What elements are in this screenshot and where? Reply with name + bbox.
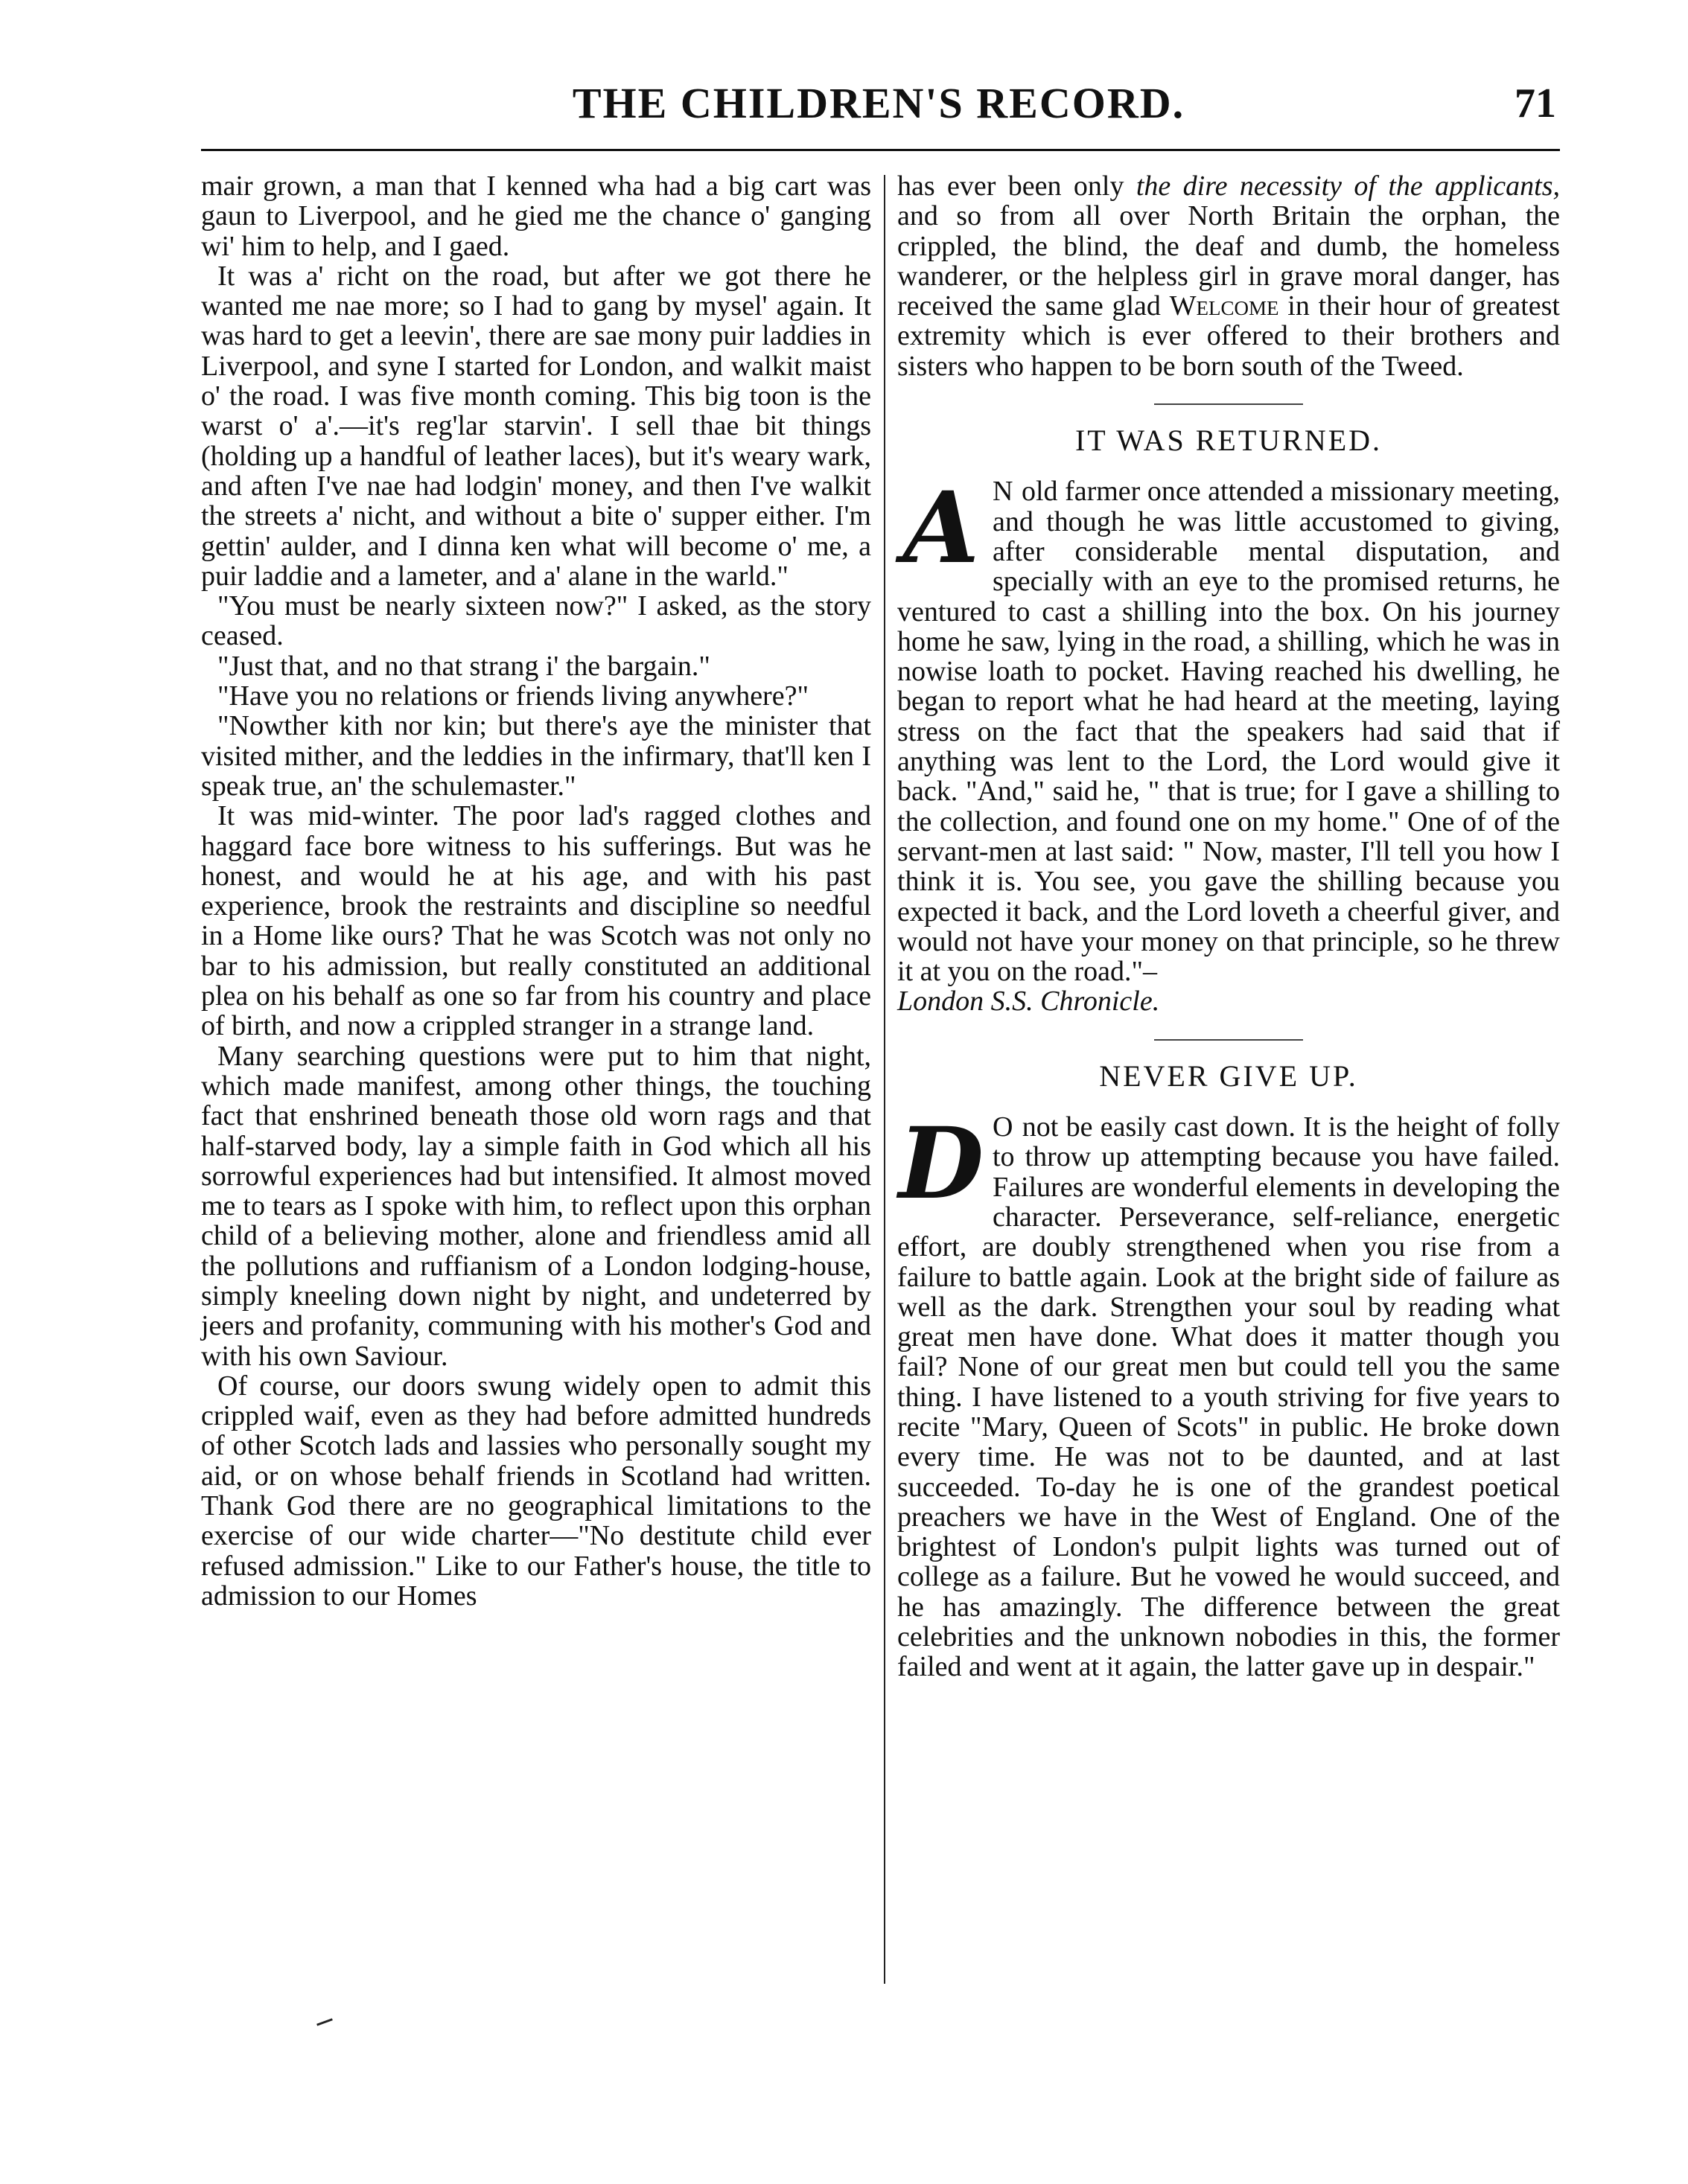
section-separator [897,387,1560,403]
paragraph: Many searching questions were put to him that night, which made manifest, among other things, the touching fact that enshrined beneath those old worn rags and that half-starved body, lay a simple faith in God which all his sorrowful experiences had but intensified. It almost moved me to tears as I spoke with him, to reflect upon this orphan child of a believing mother, alone and friendless amid all the pollutions and ruffianism of a London lodging-house, simply kneeling down night by night, and undeterred by jeers and profanity, communing with his mother's God and with his own Saviour. [201,1040,871,1372]
first-letter: O [993,1111,1015,1143]
text-run: has ever been only [897,170,1136,202]
right-column [897,171,1560,1682]
stray-mark [316,2018,333,2025]
paragraph: "You must be nearly sixteen now?" I asked, as the story ceased. [201,590,871,652]
section-title: IT WAS RETURNED. [1074,424,1383,458]
smallcaps-word: Welcome [1169,290,1279,322]
continued-paragraph [897,171,1560,381]
article-text: not be easily cast down. It is the height of folly to throw up attempting because you have failed. Failures are wonderful elements in developing the character. Perseverance, self-reliance, energetic effort, are doubly strengthened when you rise from a failure to battle again. Look at the bright side of failure as well as the dark. Strengthen your soul by reading what great men have done. What does it matter though you fail? None of our great men but could tell you the same thing. I have listened to a youth striving for five years to recite "Mary, Queen of Scots" in public. He broke down every time. He was not to be daunted, and at last succeeded. To-day he is one of the grandest poetical preachers we have in the West of England. One of the brightest of London's pulpit lights was turned out of college as a failure. But he vowed he would succeed, and he has amazingly. The difference between the great celebrities and the unknown nobodies in this, the former failed and went at it again, the latter gave up in despair." [897,1111,1560,1683]
section-separator [897,1023,1560,1039]
drop-cap: A [902,470,980,587]
column-divider [884,175,885,1984]
source-attribution: London S.S. Chronicle. [897,986,1160,1018]
italic-phrase: the dire necessity of the applicants, [1136,170,1560,202]
page-header [201,71,1556,138]
paragraph: Of course, our doors swung widely open to admit this crippled waif, even as they had before admitted hundreds of other Scotch lads and lassies who personally sought my aid, or on whose behalf friends in Scotland had written. Thank God there are no geographical limitations to the exercise of our wide charter—"No destitute child ever refused admission." Like to our Father's house, the title to admission to our Homes [201,1370,871,1612]
paragraph: "Nowther kith nor kin; but there's aye the minister that visited mither, and the leddies in the infirmary, that'll ken I speak true, an' the schulemaster." [201,710,871,802]
article-body [897,1106,1560,1683]
section-title: NEVER GIVE UP. [1099,1059,1358,1093]
article-body [897,470,1560,988]
drop-cap: D [898,1106,984,1222]
left-column [201,171,871,1611]
header-rule [201,149,1560,151]
publication-title: THE CHILDREN'S RECORD. [572,79,1185,127]
paragraph: It was mid-winter. The poor lad's ragged clothes and haggard face bore witness to his sufferings. But was he honest, and would he at his age, and with his past experience, brook the restraints and discipline so needful in a Home like ours? That he was Scotch was not only no bar to his admission, but really constituted an additional plea on his behalf as one so far from his country and place of birth, and now a crippled stranger in a strange land. [201,800,871,1042]
text-run: and so from all over North Britain the orphan, the crippled, the blind, the deaf and dumb, the homeless wanderer, or the helpless girl in grave moral danger, has received the same glad [897,200,1560,322]
article-text: old farmer once attended a missionary meeting, and though he was little accustomed to giving, after considerable mental disputation, and specially with an eye to the promised returns, he ventured to cast a shilling into the box. On his journey home he saw, lying in the road, a shilling, which he was in nowise loath to pocket. Having reached his dwelling, he began to report what he had heard at the meeting, laying stress on the fact that the speakers had said that if anything was lent to the Lord, the Lord would give it back. "And," said he, " that is true; for I gave a shilling to the collection, and found one on my home." One of of the servant-men at last said: " Now, master, I'll tell you how I think it is. You see, you gave the shilling because you expected it back, and the Lord loveth a cheerful giver, and would not have your money on that principle, so he threw it at you on the road."– [897,476,1560,988]
paragraph: "Just that, and no that strang i' the bargain." [217,650,710,682]
paragraph: It was a' richt on the road, but after we got there he wanted me nae more; so I had to gang by mysel' again. It was hard to get a leevin', there are sae mony puir laddies in Liverpool, and syne I started for London, and walkit maist o' the road. I was five month coming. This big toon is the warst o' a'.—it's reg'lar starvin'. I sell thae bit things (holding up a handful of leather laces), but it's weary wark, and aften I've nae had lodgin' money, and then I've walkit the streets a' nicht, and without a bite o' supper either. I'm gettin' aulder, and I dinna ken what will become o' me, a puir laddie and a lameter, and a' alane in the warld." [201,260,871,592]
first-letter: N [993,476,1015,508]
text-run: in their hour of greatest extremity which is ever offered to their brothers and sisters who happen to be born south of the Tweed. [897,290,1560,382]
paragraph: "Have you no relations or friends living anywhere?" [217,680,809,712]
page-number: 71 [1515,80,1556,127]
paragraph: mair grown, a man that I kenned wha had a big cart was gaun to Liverpool, and he gied me the chance o' ganging wi' him to help, and I gaed. [201,170,871,262]
